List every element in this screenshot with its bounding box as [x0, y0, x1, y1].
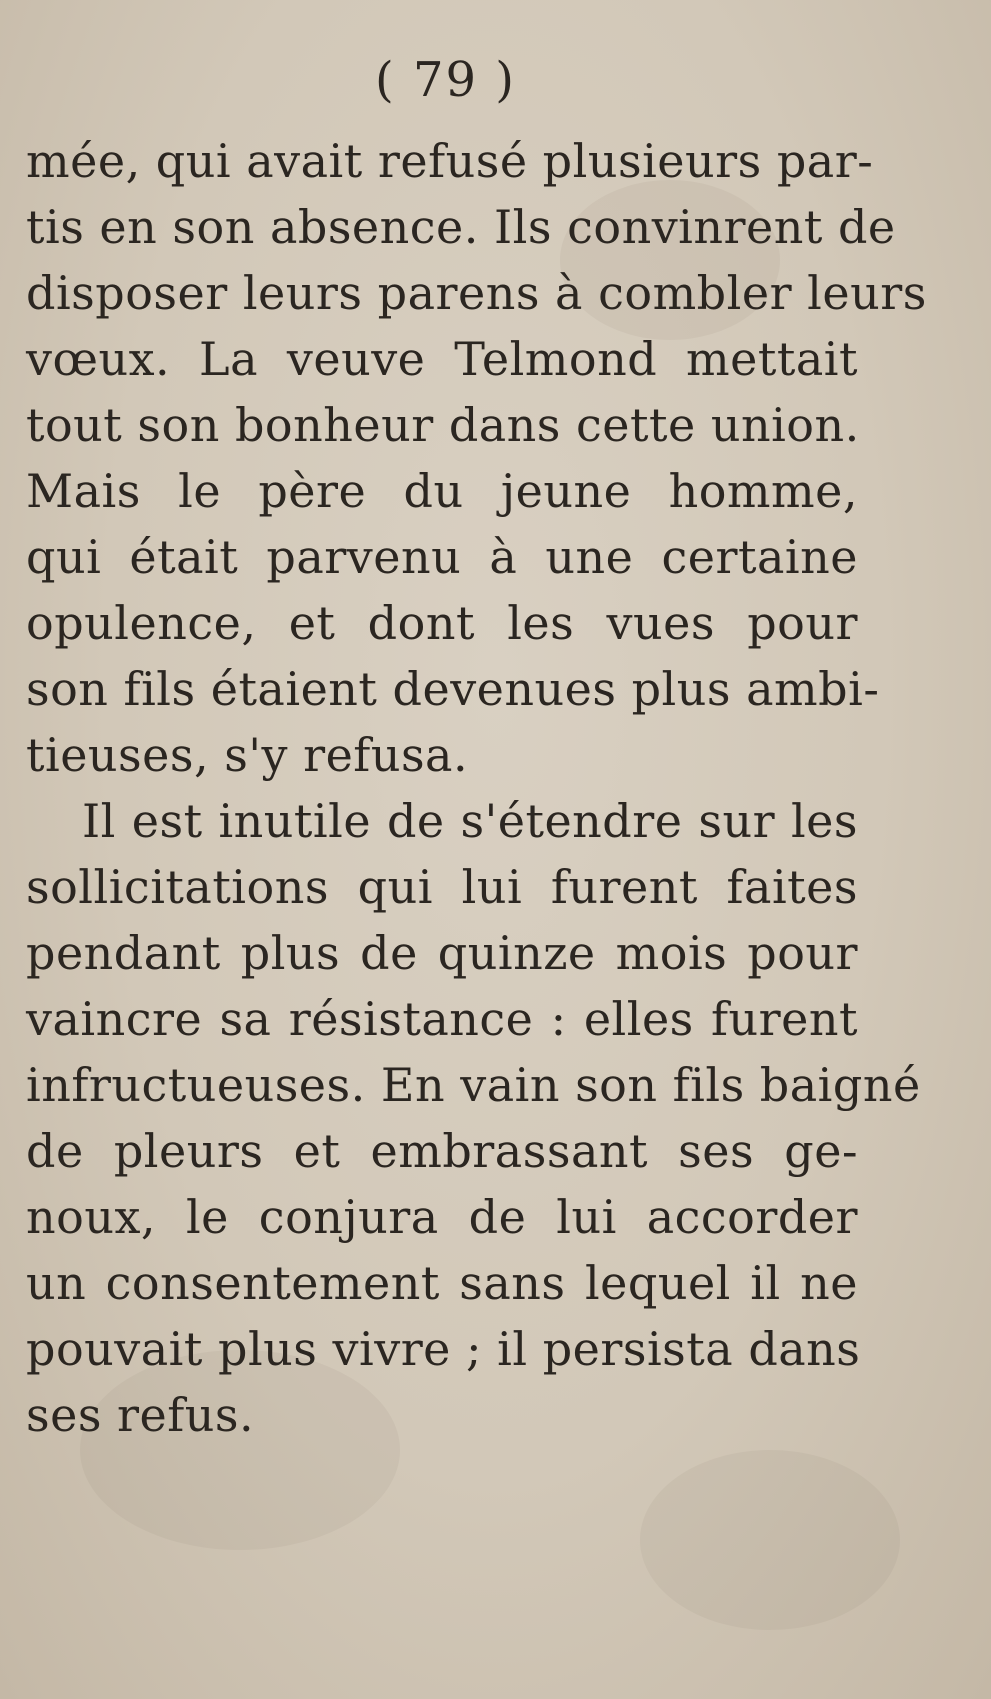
- text-line: sollicitations qui lui furent faites: [26, 860, 858, 914]
- text-line: mée, qui avait refusé plusieurs par-: [26, 134, 874, 188]
- text-line: tieuses, s'y refusa.: [26, 728, 469, 782]
- text-line: pendant plus de quinze mois pour: [26, 926, 858, 980]
- text-line: pouvait plus vivre ; il persista dans: [26, 1322, 861, 1376]
- text-line: tout son bonheur dans cette union.: [26, 398, 860, 452]
- text-line: vœux. La veuve Telmond mettait: [26, 332, 858, 386]
- text-line: un consentement sans lequel il ne: [26, 1256, 858, 1310]
- text-line: vaincre sa résistance : elles furent: [26, 992, 858, 1046]
- text-line: qui était parvenu à une certaine: [26, 530, 858, 584]
- text-line: infructueuses. En vain son fils baigné: [26, 1058, 921, 1112]
- paper-stain: [640, 1450, 900, 1630]
- text-line: ses refus.: [26, 1388, 255, 1442]
- text-line: Il est inutile de s'étendre sur les: [82, 794, 858, 848]
- page-number: ( 79 ): [374, 52, 517, 108]
- paragraph: [26, 128, 927, 788]
- text-line: tis en son absence. Ils convinrent de: [26, 200, 896, 254]
- text-line: son fils étaient devenues plus ambi-: [26, 662, 880, 716]
- text-line: de pleurs et embrassant ses ge-: [26, 1124, 858, 1178]
- paragraph: [26, 788, 921, 1448]
- text-line: disposer leurs parens à combler leurs: [26, 266, 927, 320]
- body-text: [26, 128, 927, 1448]
- text-line: opulence, et dont les vues pour: [26, 596, 858, 650]
- text-line: Mais le père du jeune homme,: [26, 464, 858, 518]
- text-line: noux, le conjura de lui accorder: [26, 1190, 858, 1244]
